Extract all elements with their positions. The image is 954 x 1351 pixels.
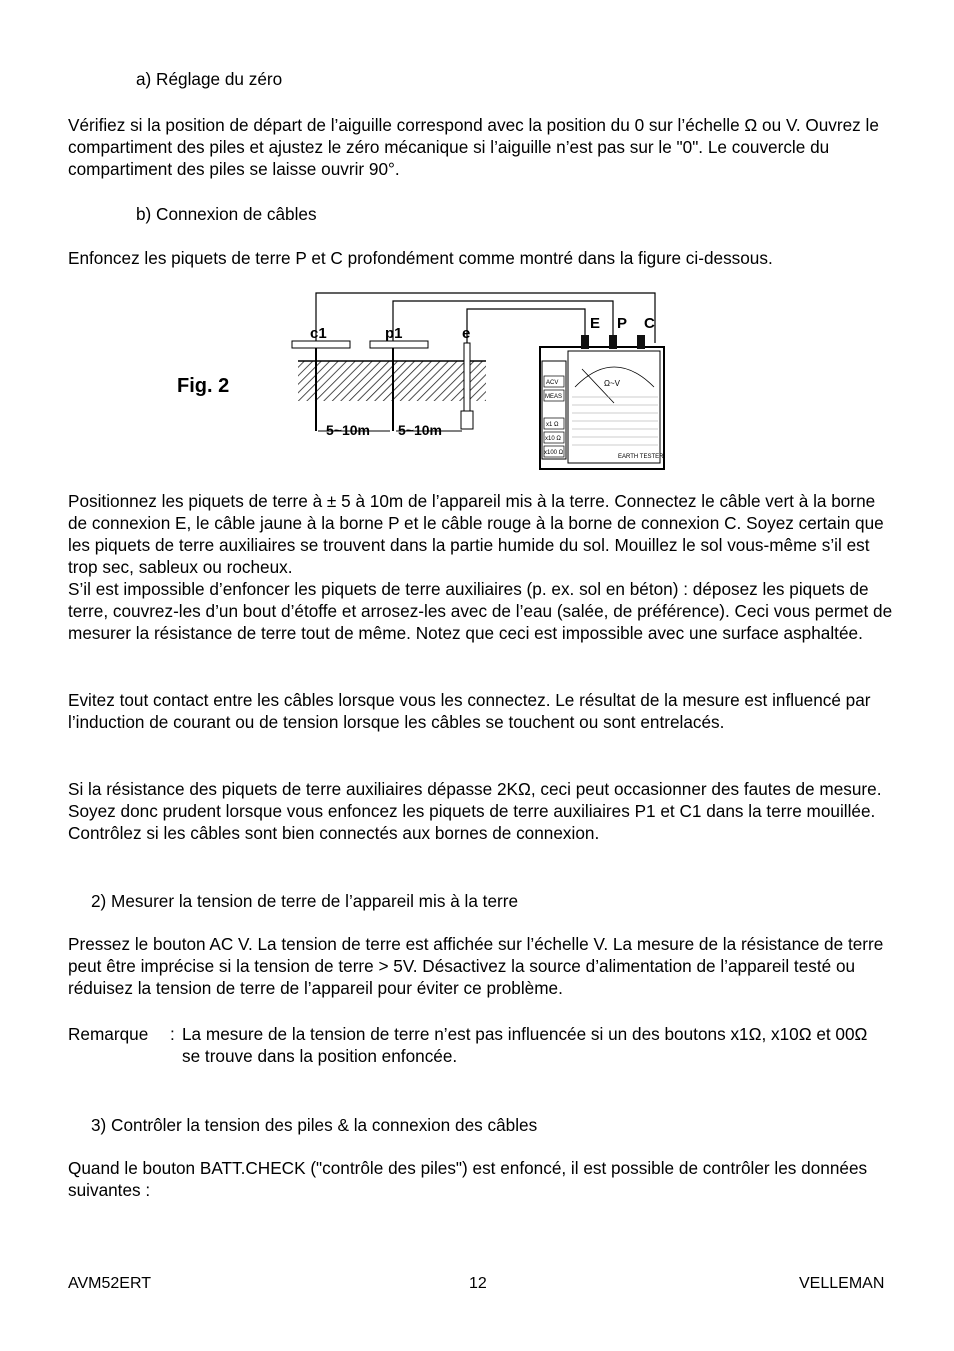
device-scale-label: Ω~V	[604, 379, 620, 388]
cable-p	[393, 301, 613, 343]
figure-label: Fig. 2	[177, 375, 230, 397]
section-3-title: 3) Contrôler la tension des piles & la connexion des câbles	[91, 1115, 538, 1135]
section-a-paragraph: Vérifiez si la position de départ de l’aiguille correspond avec la position du 0 sur l’échelle Ω ou V. Ouvrez le compartiment des piles et ajustez le zéro mécanique si l’aiguille n’est pas sur le "0". Le couvercle du compartiment des piles se laisse ouvrir 90°.	[68, 115, 879, 179]
section-3-paragraph: Quand le bouton BATT.CHECK ("contrôle des piles") est enfoncé, il est possible de contrôler les données suivantes :	[68, 1158, 868, 1200]
device-button-2-label: MEAS	[545, 394, 563, 400]
device-button-4-label: x10 Ω	[545, 436, 561, 442]
distance-2: 5~10m	[398, 422, 442, 438]
section-b-p2: S’il est impossible d’enfoncer les piquets de terre auxiliaires (p. ex. sol en béton) : déposez les piquets de terre, couvrez-les d’un bout d’étoffe et arrosez-les avec de l’eau (salée, de préférence). Ceci vous permet de mesurer la résistance de terre tout de même. Notez que ceci est impossible avec une surface asphaltée.	[68, 579, 893, 643]
remark-text: La mesure de la tension de terre n’est pas influencée si un des boutons x1Ω, x10Ω et 00Ω se trouve dans la position enfoncée.	[182, 1024, 868, 1066]
section-b-title: b) Connexion de câbles	[136, 204, 317, 224]
remark-colon: :	[170, 1024, 175, 1044]
stake-e-rod	[464, 343, 470, 413]
device-terminal-c	[637, 335, 645, 349]
device-meter-window	[568, 351, 660, 463]
cable-e	[467, 309, 585, 343]
label-e: e	[462, 325, 471, 342]
device-name: EARTH TESTER	[618, 454, 664, 460]
earth-tester-figure	[280, 283, 680, 473]
device-button-3-label: x1 Ω	[546, 422, 559, 428]
stake-p1-handle	[370, 341, 428, 348]
section-b-p4: Si la résistance des piquets de terre auxiliaires dépasse 2KΩ, ceci peut occasionner des fautes de mesure. Soyez donc prudent lorsque vous enfoncez les piquets de terre auxiliaires P1 et C1 dans la terre mouillée. Contrôlez si les câbles sont bien connectés aux bornes de connexion.	[68, 779, 882, 843]
label-terminal-e: E	[590, 315, 601, 332]
section-2-paragraph: Pressez le bouton AC V. La tension de terre est affichée sur l’échelle V. La mesure de la résistance de terre peut être imprécise si la tension de terre > 5V. Désactivez la source d’alimentation de l’appareil testé ou réduisez la tension de terre de l’appareil pour éviter ce problème.	[68, 934, 884, 998]
device-button-5-label: x100 Ω	[544, 450, 564, 456]
stake-e-tip	[461, 411, 473, 429]
device-button-1-label: ACV	[546, 380, 559, 386]
device-terminal-p	[609, 335, 617, 349]
footer-left: AVM52ERT	[68, 1275, 151, 1292]
label-terminal-p: P	[617, 315, 628, 332]
section-b-intro: Enfoncez les piquets de terre P et C profondément comme montré dans la figure ci-dessous.	[68, 248, 773, 268]
distance-1: 5~10m	[326, 422, 370, 438]
section-a-title: a) Réglage du zéro	[136, 69, 283, 89]
footer-right: VELLEMAN	[799, 1275, 885, 1292]
section-2-title: 2) Mesurer la tension de terre de l’appareil mis à la terre	[91, 891, 519, 911]
remark-label: Remarque	[68, 1024, 149, 1044]
section-b-p3: Evitez tout contact entre les câbles lorsque vous les connectez. Le résultat de la mesure est influencé par l’induction de courant ou de tension lorsque les câbles se touchent ou sont entrelacés.	[68, 690, 871, 732]
stake-c1-handle	[292, 341, 350, 348]
section-b-p1: Positionnez les piquets de terre à ± 5 à 10m de l’appareil mis à la terre. Connectez le câble vert à la borne de connexion E, le câble jaune à la borne P et le câble rouge à la borne de connexion C. Soyez certain que les piquets de terre auxiliaires se trouvent dans la partie humide du sol. Mouillez le sol vous-même s’il est trop sec, sableux ou rocheux.	[68, 491, 884, 577]
label-c1: c1	[310, 325, 327, 342]
label-p1: p1	[385, 325, 403, 342]
label-terminal-c: C	[644, 315, 655, 332]
device-terminal-e	[581, 335, 589, 349]
footer-page-number: 12	[469, 1275, 487, 1292]
